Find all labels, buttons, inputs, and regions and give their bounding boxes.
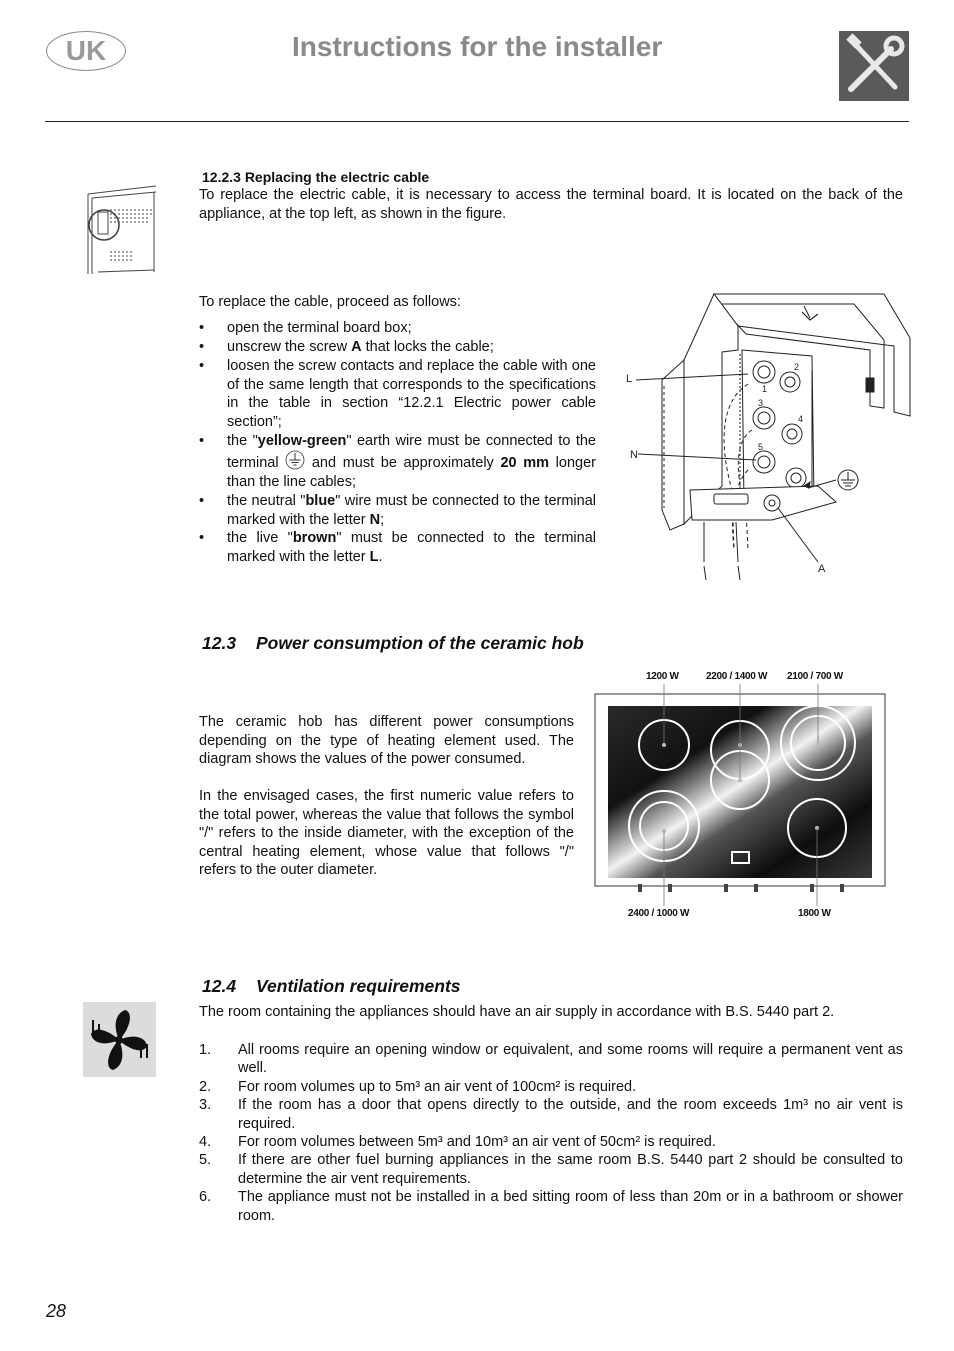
hob-label-1200: 1200 W bbox=[646, 671, 679, 682]
list-item: 6. The appliance must not be installed in a bed sitting room of less than 20m or in a bathroom or shower room. bbox=[199, 1189, 903, 1224]
section-1223-intro: To replace the electric cable, it is necessary to access the terminal board. It is located on the back of the appliance, at the top left, as shown in the figure. bbox=[199, 187, 903, 222]
country-badge-text: UK bbox=[65, 35, 107, 66]
list-item: 5. If there are other fuel burning appliances in the same room B.S. 5440 part 2 should be consulted to determine the air vent requirements. bbox=[199, 1152, 903, 1187]
section-123-paragraph-1: The ceramic hob has different power consumptions depending on the type of heating element used. The diagram shows the values of the power consumed. bbox=[199, 714, 574, 768]
list-item: • open the terminal board box; bbox=[199, 319, 596, 338]
section-1223-lead: To replace the cable, proceed as follows: bbox=[199, 294, 461, 310]
terminal-3: 3 bbox=[758, 398, 764, 408]
hob-label-1800: 1800 W bbox=[798, 908, 831, 919]
section-123-heading bbox=[202, 633, 584, 654]
terminal-5: 5 bbox=[758, 442, 764, 452]
earth-symbol-icon bbox=[285, 450, 305, 470]
section-124-heading bbox=[202, 976, 461, 997]
page-title: Instructions for the installer bbox=[292, 31, 663, 62]
page-number: 28 bbox=[46, 1301, 67, 1321]
list-item: 4. For room volumes between 5m³ and 10m³ an air vent of 50cm² is required. bbox=[199, 1134, 716, 1151]
terminal-4: 4 bbox=[798, 414, 804, 424]
terminal-board-diagram bbox=[622, 290, 912, 580]
section-number: 12.3 bbox=[202, 633, 237, 653]
list-item: • the live "brown" must be connected to the terminal marked with the letter L. bbox=[199, 529, 596, 566]
list-item: 1. All rooms require an opening window or equivalent, and some rooms will require a permanent vent as well. bbox=[199, 1042, 903, 1077]
list-item: 3. If the room has a door that opens directly to the outside, and the room exceeds 1m³ no air vent is required. bbox=[199, 1097, 903, 1132]
country-badge bbox=[46, 31, 126, 71]
label-N: N bbox=[630, 449, 638, 461]
list-item: • loosen the screw contacts and replace the cable with one of the same length that corresponds to the specifications in the table in section “12.2.1 Electric power cable section”; bbox=[199, 357, 596, 431]
tools-icon bbox=[839, 31, 909, 101]
section-number: 12.4 bbox=[202, 976, 237, 996]
hob-label-2200: 2200 / 1400 W bbox=[706, 671, 768, 682]
ventilation-requirements-list bbox=[199, 1041, 903, 1225]
section-1223-heading: 12.2.3 Replacing the electric cable bbox=[202, 169, 430, 185]
section-124-intro: The room containing the appliances should have an air supply in accordance with B.S. 5440 part 2. bbox=[199, 1004, 835, 1020]
terminal-2: 2 bbox=[794, 362, 800, 372]
hob-label-2100: 2100 / 700 W bbox=[787, 671, 843, 682]
appliance-back-thumbnail bbox=[84, 184, 158, 276]
section-title: Power consumption of the ceramic hob bbox=[256, 633, 584, 653]
hob-label-2400: 2400 / 1000 W bbox=[628, 908, 690, 919]
list-item: • the "yellow-green" earth wire must be connected to the terminal and must be approximately 20 mm longer than the line cables; bbox=[199, 432, 596, 492]
list-item: 2. For room volumes up to 5m³ an air vent of 100cm² is required. bbox=[199, 1078, 637, 1095]
header-rule bbox=[45, 121, 909, 122]
ceramic-hob-diagram bbox=[594, 684, 886, 906]
section-title: Ventilation requirements bbox=[256, 976, 461, 996]
list-item: • unscrew the screw A that locks the cable; bbox=[199, 338, 596, 357]
fan-icon bbox=[83, 1002, 156, 1077]
section-123-paragraph-2: In the envisaged cases, the first numeric value refers to the total power, whereas the value that follows the symbol "/" refers to the inside diameter, with the exception of the central heating element, whose value that follows "/" refers to the outer diameter. bbox=[199, 788, 574, 879]
label-A: A bbox=[818, 563, 826, 575]
label-L: L bbox=[626, 373, 633, 385]
terminal-1: 1 bbox=[762, 384, 768, 394]
cable-steps-list bbox=[199, 319, 596, 567]
list-item: • the neutral "blue" wire must be connected to the terminal marked with the letter N; bbox=[199, 492, 596, 529]
